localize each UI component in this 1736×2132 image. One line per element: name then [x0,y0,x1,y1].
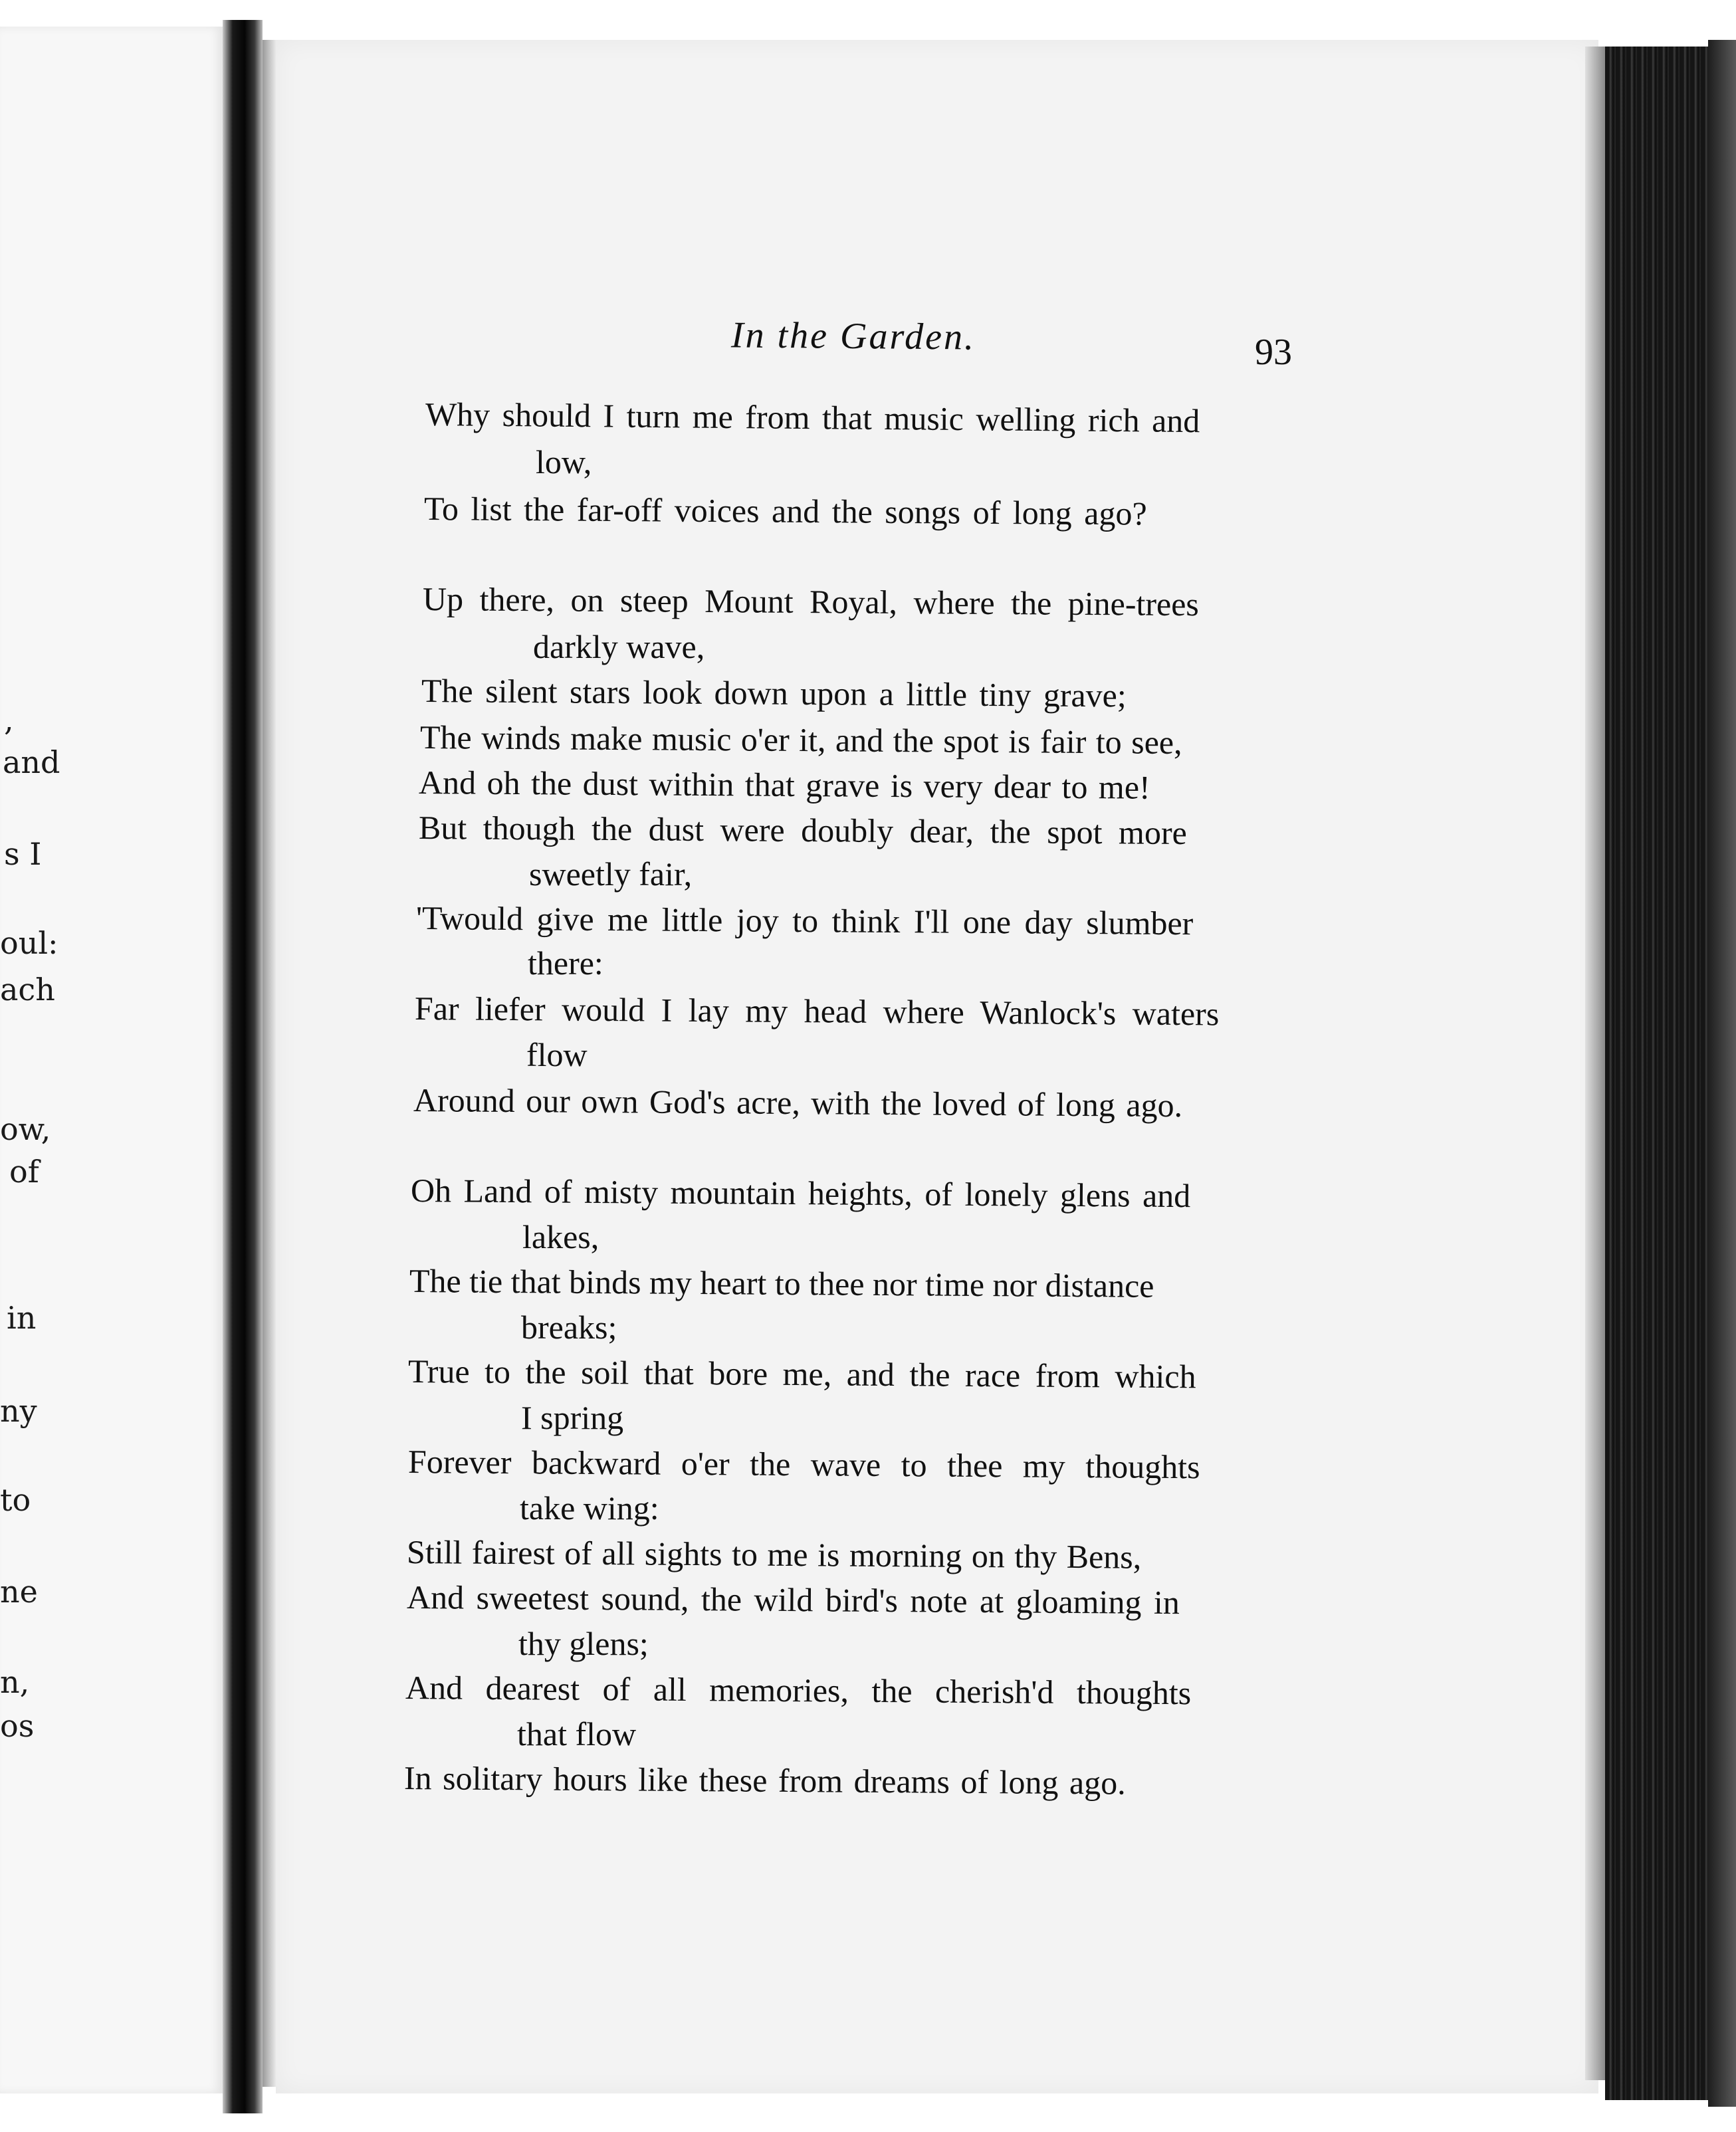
poem-line: I spring [521,1399,624,1436]
left-page-fragment: of [9,1154,39,1190]
poem-line: Far liefer would I lay my head where Wanlock's waters [414,990,1220,1033]
left-page-fragment: ne [0,1574,38,1610]
page-number: 93 [1255,332,1292,373]
poem-line: The winds make music o'er it, and the spot is fair to see, [419,718,1182,762]
poem-line: To list the far-off voices and the songs of long ago? [423,490,1147,532]
poem-line: darkly wave, [533,628,705,665]
poem-line: there: [528,944,603,982]
left-page-fragment: os [0,1708,35,1744]
poem-line: take wing: [520,1489,659,1527]
poem-line: Around our own God's acre, with the loved of long ago. [413,1081,1183,1124]
poem-line: sweetly fair, [529,855,693,893]
poem-line: True to the soil that bore me, and the race from which [407,1352,1196,1396]
left-page-fragment: s I [4,836,42,872]
left-page-fragment: ny [0,1393,37,1429]
left-page-fragment: ow, [0,1111,51,1147]
poem-line: And oh the dust within that grave is very dear to me! [418,764,1150,806]
poem-line: And dearest of all memories, the cherish'd thoughts [405,1669,1192,1712]
poem-line: Forever backward o'er the wave to thee my thoughts [407,1443,1200,1486]
left-page-fragment: n, [0,1664,30,1700]
left-page-fragment: , [4,702,14,738]
poem-line: The tie that binds my heart to thee nor time nor distance [409,1262,1154,1305]
poem-line: lakes, [522,1218,599,1255]
poem-line: that flow [517,1715,637,1753]
poem-line: But though the dust were doubly dear, the spot more [418,809,1187,852]
poem-line: Oh Land of misty mountain heights, of lonely glens and [410,1172,1191,1215]
poem-line: 'Twould give me little joy to think I'll one day slumber [415,899,1194,942]
poem-line: flow [526,1036,588,1073]
left-page-fragment: ach [0,972,55,1008]
poem-line: The silent stars look down upon a little tiny grave; [421,672,1127,714]
poem-line: In solitary hours like these from dreams of long ago. [403,1759,1126,1802]
left-page-fragment: to [0,1482,31,1518]
left-page-fragment: oul: [0,925,58,961]
poem-line: And sweetest sound, the wild bird's note at gloaming in [406,1578,1180,1622]
left-page-fragment: and [3,744,60,780]
poem-line: breaks; [521,1309,617,1346]
left-page-fragment: in [7,1300,37,1336]
poem-line: thy glens; [518,1625,649,1662]
poem-line: low, [536,443,592,480]
poem-line: Still fairest of all sights to me is morning on thy Bens, [406,1533,1142,1576]
poem-line: Why should I turn me from that music welling rich and [425,395,1200,440]
poem-line: Up there, on steep Mount Royal, where the pine-trees [422,580,1200,623]
running-title: In the Garden. [730,314,976,358]
